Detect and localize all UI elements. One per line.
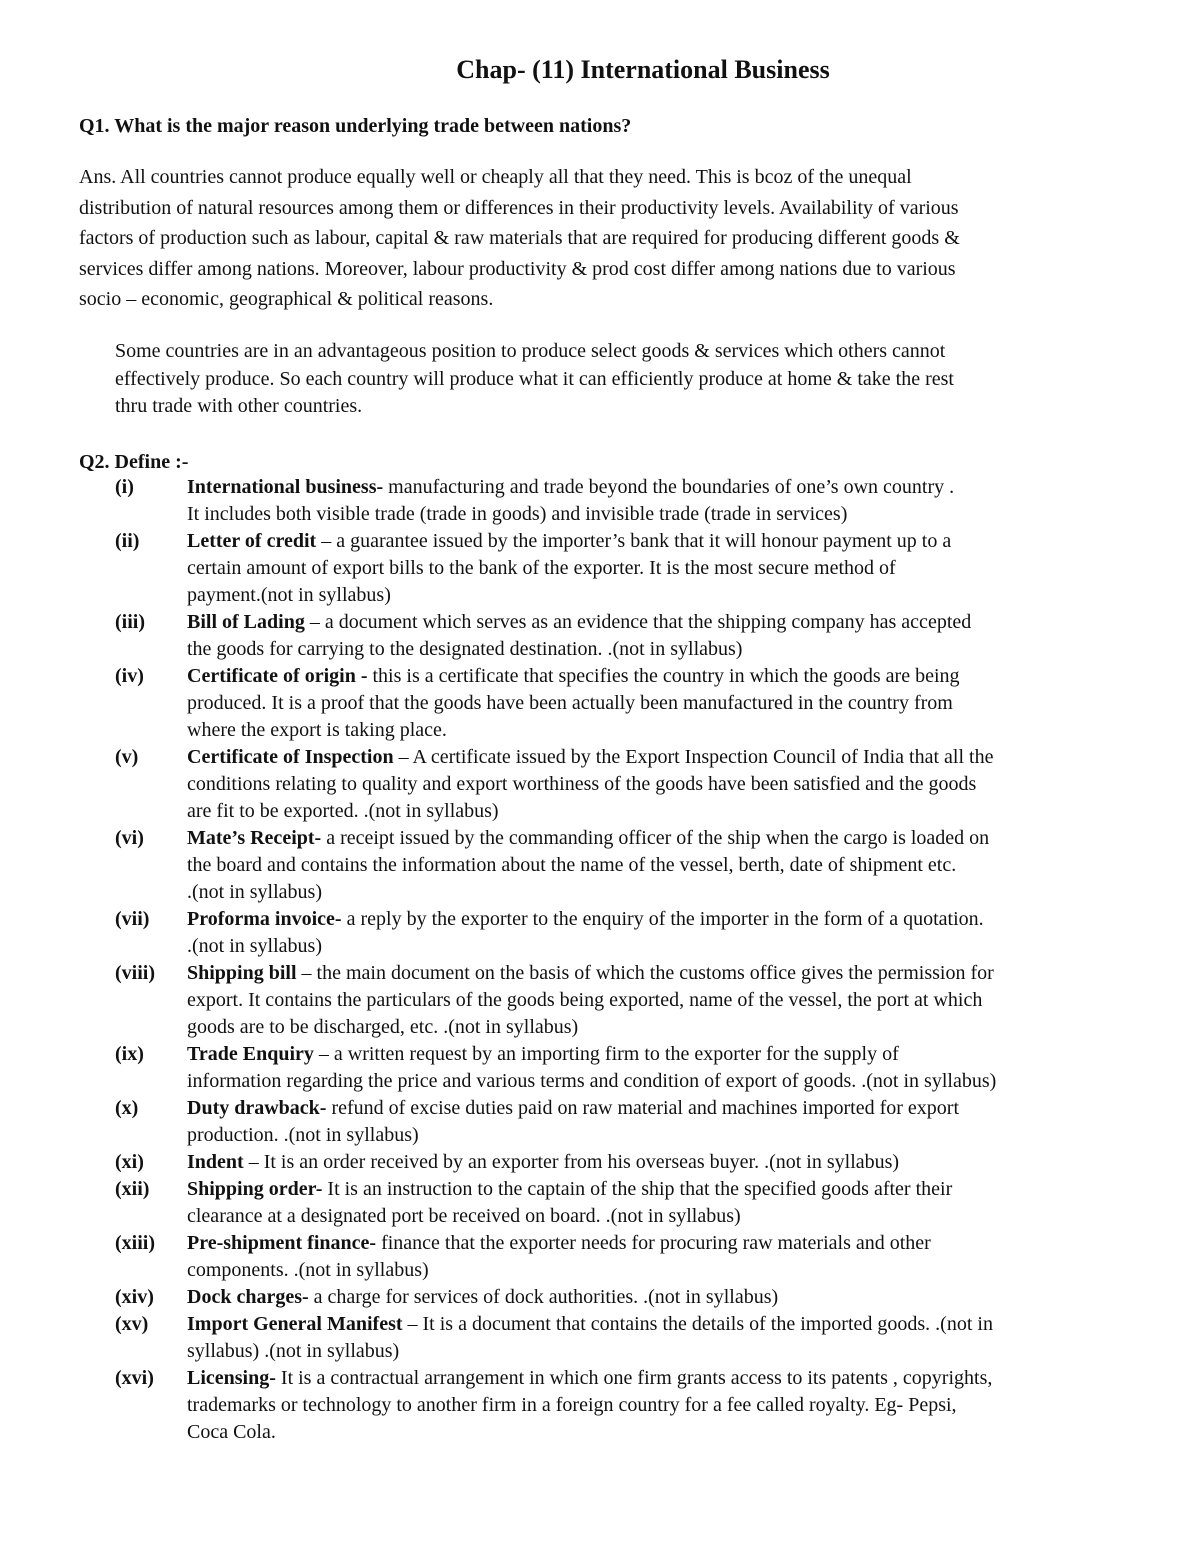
definition-term: Proforma invoice- [187,908,342,930]
definition-line: clearance at a designated port be received on board. .(not in syllabus) [187,1205,741,1227]
definition-text: – a document which serves as an evidence that the shipping company has accepted [304,611,972,633]
definition-body [187,1365,1200,1446]
definition-line: information regarding the price and various terms and condition of export of goods. .(not in syllabus) [187,1070,997,1092]
definition-line: payment.(not in syllabus) [187,584,391,606]
definition-line [187,1284,1200,1311]
definition-body [187,1176,1200,1230]
definition-line: Coca Cola. [187,1421,276,1443]
answer-line: distribution of natural resources among them or differences in their productivity levels. Availability of various [79,196,959,219]
definition-line: components. .(not in syllabus) [187,1259,429,1281]
answer-line: Some countries are in an advantageous position to produce select goods & services which others cannot [115,340,946,362]
definition-line: the board and contains the information about the name of the vessel, berth, date of shipment etc. [187,854,957,876]
definition-term: Import General Manifest [187,1313,403,1335]
definition-line [187,609,1200,636]
definition-text: – A certificate issued by the Export Inspection Council of India that all the [393,746,994,768]
answer-line: thru trade with other countries. [115,395,363,417]
definition-number: (xi) [115,1151,144,1173]
definition-item [0,825,1200,906]
definition-item [0,1041,1200,1095]
definition-text: a reply by the exporter to the enquiry of the importer in the form of a quotation. [341,908,984,930]
definition-line: certain amount of export bills to the bank of the exporter. It is the most secure method of [187,557,896,579]
definition-item [0,474,1200,528]
definition-number: (xiii) [115,1232,155,1254]
answer-line: Ans. All countries cannot produce equally well or cheaply all that they need. This is bcoz of the unequal [79,166,912,188]
definition-text: It is a contractual arrangement in which one firm grants access to its patents , copyrights, [275,1367,993,1389]
definition-line [187,474,1200,501]
definition-line: the goods for carrying to the designated destination. .(not in syllabus) [187,638,743,660]
definition-line [187,1149,1200,1176]
definition-line [187,1041,1200,1068]
definition-text: – a written request by an importing firm to the exporter for the supply of [313,1043,899,1065]
definition-line: production. .(not in syllabus) [187,1124,419,1146]
definition-line [187,744,1200,771]
definition-number: (v) [115,746,139,768]
definition-text: finance that the exporter needs for procuring raw materials and other [376,1232,931,1254]
answer-line: services differ among nations. Moreover, labour productivity & prod cost differ among nations due to various [79,257,956,280]
definition-term: Certificate of origin - [187,665,368,687]
definition-line [187,960,1200,987]
definition-number: (iv) [115,665,144,687]
page-title: Chap- (11) International Business [456,55,830,84]
definition-list [0,474,1200,1446]
definition-line: trademarks or technology to another firm in a foreign country for a fee called royalty. Eg- Pepsi, [187,1394,957,1416]
definition-line: goods are to be discharged, etc. .(not in syllabus) [187,1016,579,1038]
definition-term: Indent [187,1151,244,1173]
definition-number: (xv) [115,1313,149,1335]
definition-item [0,1176,1200,1230]
definition-line: syllabus) .(not in syllabus) [187,1340,400,1362]
definition-number: (viii) [115,962,155,984]
definition-line: export. It contains the particulars of the goods being exported, name of the vessel, the port at which [187,989,983,1011]
definition-body [187,960,1200,1041]
definition-body [187,906,1200,960]
definition-item [0,1095,1200,1149]
definition-line: .(not in syllabus) [187,935,322,957]
definition-term: Licensing- [187,1367,276,1389]
definition-item [0,1284,1200,1311]
definition-number: (xii) [115,1178,150,1200]
definition-line [187,1176,1200,1203]
definition-text: refund of excise duties paid on raw material and machines imported for export [326,1097,960,1119]
definition-text: – the main document on the basis of which the customs office gives the permission for [296,962,994,984]
definition-number: (vi) [115,827,144,849]
definition-body [187,825,1200,906]
definition-line [187,1230,1200,1257]
definition-term: Bill of Lading [187,611,305,633]
definition-body [187,1041,1200,1095]
definition-line [187,663,1200,690]
definition-body [187,1230,1200,1284]
definition-item [0,663,1200,744]
definition-number: (x) [115,1097,139,1119]
definition-item [0,1149,1200,1176]
answer-1-second-paragraph [115,338,954,421]
definition-item [0,1311,1200,1365]
question-1: Q1. What is the major reason underlying trade between nations? [79,115,632,137]
definition-term: Duty drawback- [187,1097,327,1119]
definition-term: Pre-shipment finance- [187,1232,377,1254]
definition-body [187,744,1200,825]
definition-line: are fit to be exported. .(not in syllabus) [187,800,499,822]
definition-line [187,825,1200,852]
definition-body [187,528,1200,609]
answer-1-paragraph [79,162,960,315]
definition-line: conditions relating to quality and export worthiness of the goods have been satisfied and the goods [187,773,977,795]
definition-number: (ix) [115,1043,144,1065]
definition-line: .(not in syllabus) [187,881,322,903]
definition-term: Trade Enquiry [187,1043,314,1065]
definition-line [187,906,1200,933]
definition-number: (xvi) [115,1367,154,1389]
definition-text: this is a certificate that specifies the country in which the goods are being [367,665,960,687]
definition-text: – It is a document that contains the details of the imported goods. .(not in [402,1313,993,1335]
answer-line: socio – economic, geographical & political reasons. [79,288,494,310]
definition-term: Letter of credit [187,530,317,552]
definition-line [187,528,1200,555]
definition-body [187,663,1200,744]
definition-line: produced. It is a proof that the goods have been actually been manufactured in the country from [187,692,953,714]
definition-body [187,1311,1200,1365]
definition-line: where the export is taking place. [187,719,447,741]
definition-term: Mate’s Receipt- [187,827,322,849]
definition-item [0,906,1200,960]
definition-body [187,1149,1200,1176]
answer-line: factors of production such as labour, capital & raw materials that are required for producing different goods & [79,227,960,249]
definition-number: (xiv) [115,1286,154,1308]
definition-term: International business- [187,476,384,498]
definition-line [187,1095,1200,1122]
definition-term: Shipping bill [187,962,297,984]
definition-item [0,960,1200,1041]
definition-line: It includes both visible trade (trade in goods) and invisible trade (trade in services) [187,503,848,525]
definition-number: (i) [115,476,134,498]
definition-term: Certificate of Inspection [187,746,394,768]
definition-body [187,1284,1200,1311]
definition-item [0,1230,1200,1284]
definition-item [0,1365,1200,1446]
definition-text: manufacturing and trade beyond the boundaries of one’s own country . [383,476,955,498]
definition-number: (vii) [115,908,150,930]
definition-item [0,744,1200,825]
definition-item [0,609,1200,663]
definition-body [187,1095,1200,1149]
definition-text: It is an instruction to the captain of the ship that the specified goods after their [322,1178,953,1200]
definition-number: (ii) [115,530,140,552]
definition-text: – a guarantee issued by the importer’s bank that it will honour payment up to a [316,530,952,552]
definition-term: Dock charges- [187,1286,309,1308]
definition-line [187,1311,1200,1338]
definition-number: (iii) [115,611,145,633]
definition-text: a charge for services of dock authorities. .(not in syllabus) [308,1286,779,1308]
definition-body [187,609,1200,663]
definition-line [187,1365,1200,1392]
definition-text: – It is an order received by an exporter from his overseas buyer. .(not in syllabus) [243,1151,900,1173]
definition-body [187,474,1200,528]
definition-text: a receipt issued by the commanding officer of the ship when the cargo is loaded on [321,827,990,849]
definition-item [0,528,1200,609]
question-2-heading: Q2. Define :- [79,451,189,473]
answer-line: effectively produce. So each country will produce what it can efficiently produce at home & take the rest [115,367,954,390]
definition-term: Shipping order- [187,1178,323,1200]
